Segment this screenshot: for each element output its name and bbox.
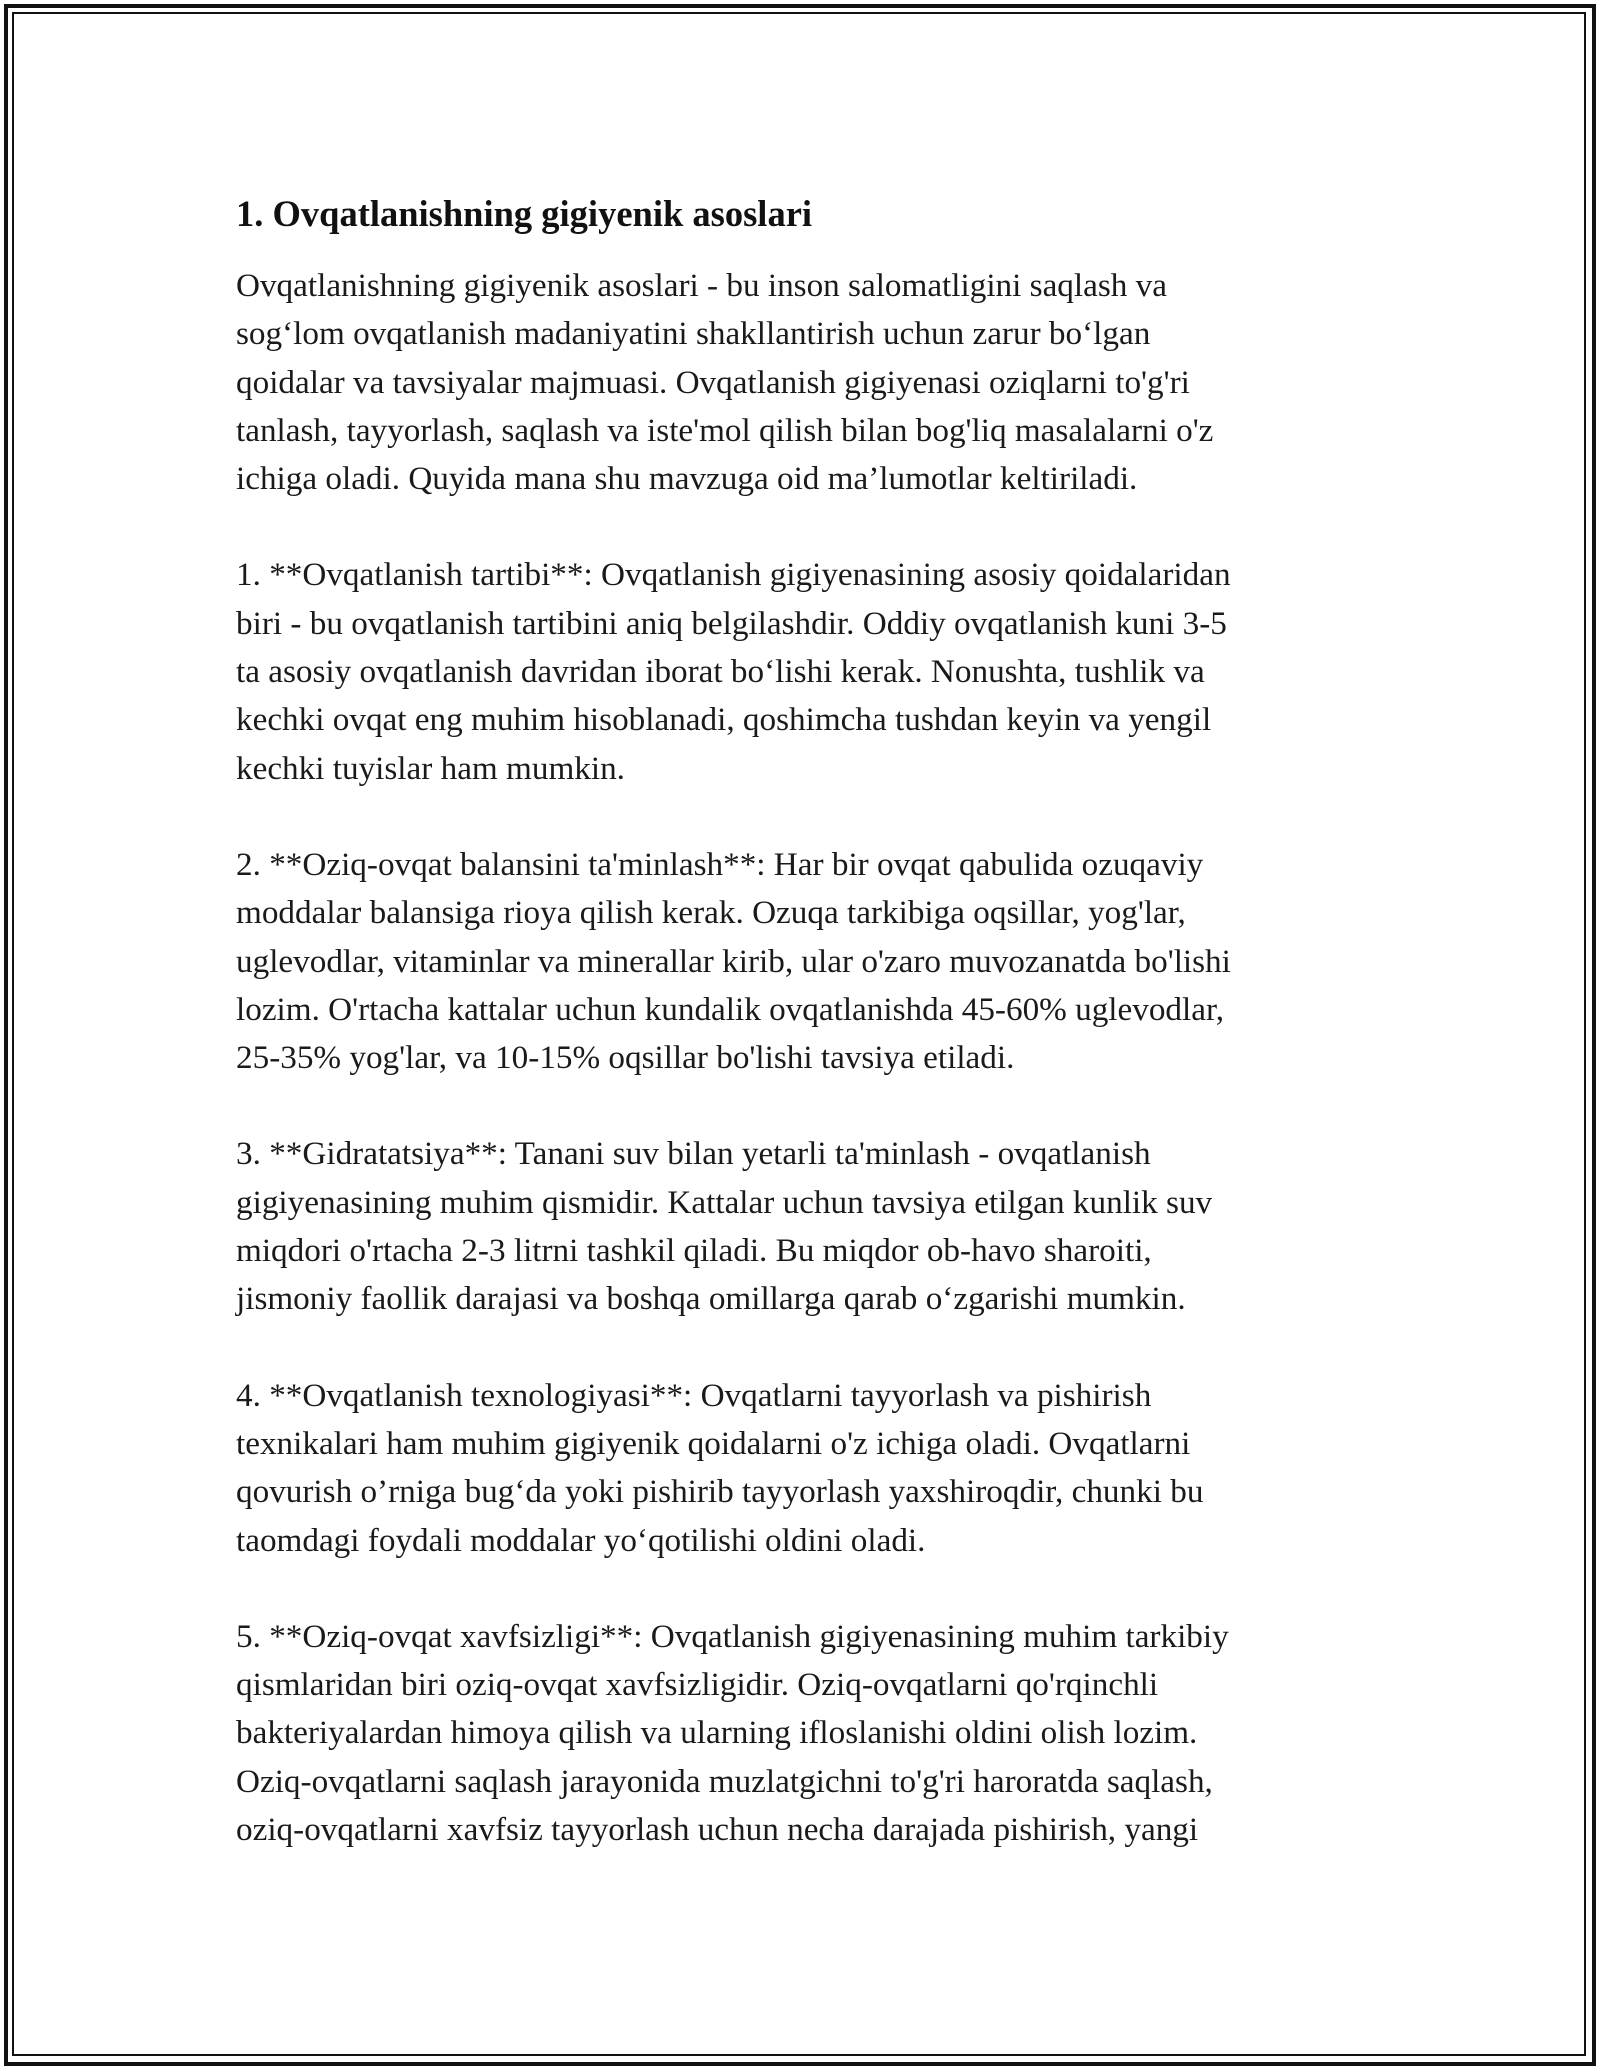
text-line: taomdagi foydali moddalar yo‘qotilishi oldini oladi.	[236, 1521, 926, 1559]
text-line: miqdori o'rtacha 2-3 litrni tashkil qiladi. Bu miqdor ob-havo sharoiti,	[236, 1232, 1152, 1270]
text-line: uglevodlar, vitaminlar va minerallar kirib, ular o'zaro muvozanatda bo'lishi	[236, 942, 1231, 980]
section-heading: 1. Ovqatlanishning gigiyenik asoslari	[236, 193, 813, 234]
text-line: 3. **Gidratatsiya**: Tanani suv bilan yetarli ta'minlash - ovqatlanish	[236, 1135, 1151, 1173]
text-line: Ovqatlanishning gigiyenik asoslari - bu inson salomatligini saqlash va	[236, 267, 1167, 304]
text-line: bakteriyalardan himoya qilish va ularning ifloslanishi oldini olish lozim.	[236, 1714, 1198, 1752]
text-line: qismlaridan biri oziq-ovqat xavfsizligidir. Oziq-ovqatlarni qo'rqinchli	[236, 1666, 1159, 1704]
text-line: ta asosiy ovqatlanish davridan iborat bo‘lishi kerak. Nonushta, tushlik va	[236, 653, 1205, 691]
text-line: jismoniy faollik darajasi va boshqa omillarga qarab o‘zgarishi mumkin.	[236, 1280, 1186, 1318]
paragraph-item-2	[236, 841, 1366, 1082]
text-line: oziq-ovqatlarni xavfsiz tayyorlash uchun necha darajada pishirish, yangi	[236, 1811, 1199, 1849]
text-line: kechki ovqat eng muhim hisoblanadi, qoshimcha tushdan keyin va yengil	[236, 701, 1212, 739]
paragraph-item-3	[236, 1130, 1366, 1323]
text-line: moddalar balansiga rioya qilish kerak. Ozuqa tarkibiga oqsillar, yog'lar,	[236, 894, 1186, 932]
text-line: qoidalar va tavsiyalar majmuasi. Ovqatlanish gigiyenasi oziqlarni to'g'ri	[236, 363, 1190, 401]
text-line: 2. **Oziq-ovqat balansini ta'minlash**: Har bir ovqat qabulida ozuqaviy	[236, 845, 1204, 883]
paragraph-intro	[236, 262, 1366, 503]
text-line: lozim. O'rtacha kattalar uchun kundalik ovqatlanishda 45-60% uglevodlar,	[236, 990, 1224, 1028]
text-line: gigiyenasining muhim qismidir. Kattalar uchun tavsiya etilgan kunlik suv	[236, 1183, 1213, 1221]
text-line: 4. **Ovqatlanish texnologiyasi**: Ovqatlarni tayyorlash va pishirish	[236, 1376, 1152, 1414]
text-line: tanlash, tayyorlash, saqlash va iste'mol qilish bilan bog'liq masalalarni o'z	[236, 411, 1214, 449]
text-line: 1. **Ovqatlanish tartibi**: Ovqatlanish gigiyenasining asosiy qoidalaridan	[236, 556, 1231, 594]
document-body	[236, 186, 1366, 1902]
paragraph-item-4	[236, 1372, 1366, 1565]
text-line: kechki tuyislar ham mumkin.	[236, 749, 625, 787]
text-line: 5. **Oziq-ovqat xavfsizligi**: Ovqatlanish gigiyenasining muhim tarkibiy	[236, 1617, 1229, 1655]
paragraph-item-1	[236, 551, 1366, 792]
text-line: texnikalari ham muhim gigiyenik qoidalarni o'z ichiga oladi. Ovqatlarni	[236, 1424, 1191, 1462]
text-line: 25-35% yog'lar, va 10-15% oqsillar bo'lishi tavsiya etiladi.	[236, 1039, 1015, 1077]
paragraph-item-5	[236, 1613, 1366, 1854]
text-line: Oziq-ovqatlarni saqlash jarayonida muzlatgichni to'g'ri haroratda saqlash,	[236, 1762, 1213, 1800]
text-line: qovurish o’rniga bug‘da yoki pishirib tayyorlash yaxshiroqdir, chunki bu	[236, 1473, 1204, 1511]
text-line: sog‘lom ovqatlanish madaniyatini shakllantirish uchun zarur bo‘lgan	[236, 315, 1151, 353]
text-line: ichiga oladi. Quyida mana shu mavzuga oid ma’lumotlar keltiriladi.	[236, 460, 1138, 498]
text-line: biri - bu ovqatlanish tartibini aniq belgilashdir. Oddiy ovqatlanish kuni 3-5	[236, 604, 1227, 642]
